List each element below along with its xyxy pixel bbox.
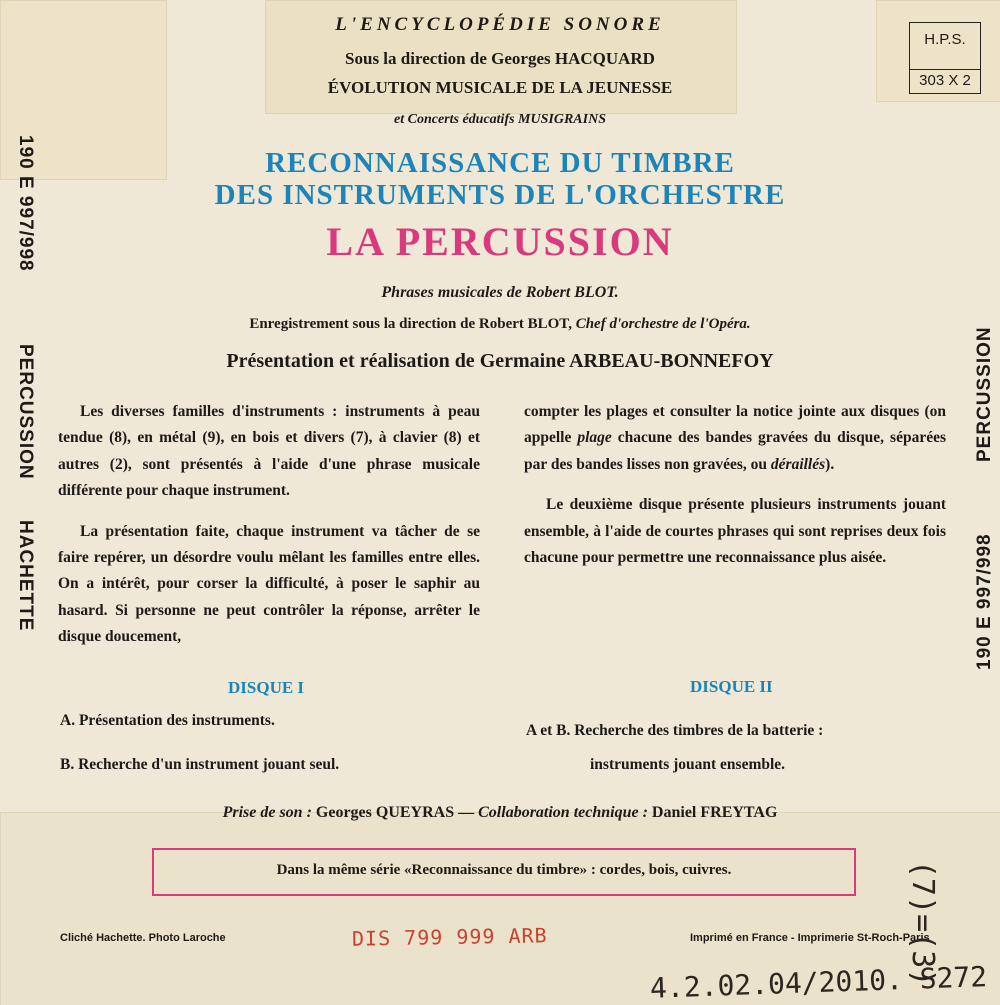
catalog-box-line2: 303 X 2 [910, 69, 980, 89]
disque-1-item-a: A. Présentation des instruments. [60, 712, 275, 729]
title-line-2: DES INSTRUMENTS DE L'ORCHESTRE [214, 179, 786, 211]
recording-credit-text: Enregistrement sous la direction de Robert BLOT, [249, 316, 576, 332]
ink-stamp [340, 916, 570, 960]
credit-name: Georges QUEYRAS — [311, 804, 479, 821]
disque-1-heading: DISQUE I [228, 678, 305, 697]
text-run-italic: déraillés [770, 455, 826, 473]
disque-2-heading: DISQUE II [690, 677, 773, 696]
technical-credits [100, 804, 900, 822]
same-series-note: Dans la même série «Reconnaissance du timbre» : cordes, bois, cuivres. [276, 862, 732, 878]
presentation-credit: Présentation et réalisation de Germaine ARBEAU-BONNEFOY [226, 350, 774, 372]
spine-catalog-left: 190 E 997/998 [15, 135, 36, 272]
disque-1-item-b: B. Recherche d'un instrument jouant seul. [60, 756, 340, 773]
body-paragraph [524, 399, 946, 478]
text-run: chacune des bandes gravées du disque, séparées par des bandes lisses non gravées, ou [524, 429, 946, 473]
handwritten-note: 4.2.02.04/2010. S272 [649, 960, 988, 1005]
disque-2-item-b: instruments jouant ensemble. [590, 756, 786, 773]
body-paragraph: La présentation faite, chaque instrument va tâcher de se faire repérer, un désordre voulu mêlant les familles entre elles. On a intérêt, pour corser la difficulté, à poser le saphir au hasard. Si personne ne peut contrôler la réponse, arrêter le disque doucement, [58, 522, 480, 646]
same-series-note-box [152, 848, 856, 896]
spine-publisher-left: HACHETTE [15, 520, 36, 632]
recording-credit-role: Chef d'orchestre de l'Opéra. [575, 316, 751, 332]
title-line-3: LA PERCUSSION [326, 219, 674, 264]
photo-credit: Cliché Hachette. Photo Laroche [60, 932, 226, 944]
body-left-column [58, 399, 480, 665]
printer-credit: Imprimé en France - Imprimerie St-Roch-Paris [690, 932, 930, 944]
text-run: ). [825, 455, 835, 473]
credit-name: Daniel FREYTAG [647, 804, 778, 821]
credit-label: Prise de son : [222, 804, 312, 821]
disque-2-item-a: A et B. Recherche des timbres de la batterie : [526, 722, 824, 739]
catalog-box-line1: H.P.S. [924, 31, 966, 48]
text-run-italic: plage [577, 429, 612, 447]
recording-credit [100, 316, 900, 333]
spine-subject-right: PERCUSSION [974, 326, 995, 462]
ink-stamp-text: DIS 799 999 ARB [351, 923, 548, 951]
phrases-credit: Phrases musicales de Robert BLOT. [381, 284, 619, 301]
series-title: L'ENCYCLOPÉDIE SONORE [335, 14, 665, 35]
series-director: Sous la direction de Georges HACQUARD [345, 49, 655, 68]
title-line-1: RECONNAISSANCE DU TIMBRE [265, 147, 735, 179]
series-subtitle: ÉVOLUTION MUSICALE DE LA JEUNESSE [327, 78, 673, 97]
body-paragraph: Les diverses familles d'instruments : instruments à peau tendue (8), en métal (9), en bois et divers (7), à clavier (8) et autres (2), sont présentés à l'aide d'une phrase musicale différente pour chaque instrument. [58, 403, 480, 500]
series-concerts: et Concerts éducatifs MUSIGRAINS [394, 112, 606, 127]
spine-subject-left: PERCUSSION [15, 344, 36, 480]
text-run: compter les plages et consulter la notice jointe aux disques (on appelle [524, 403, 946, 447]
credit-label: Collaboration technique : [478, 804, 648, 821]
catalog-box [909, 22, 981, 94]
handwritten-side-note: (7)=(3) [905, 860, 940, 987]
body-paragraph: Le deuxième disque présente plusieurs instruments jouant ensemble, à l'aide de courtes phrases qui sont reprises deux fois chacune pour permettre une reconnaissance plus aisée. [524, 496, 946, 567]
spine-catalog-right: 190 E 997/998 [974, 533, 995, 670]
body-right-column [524, 399, 946, 585]
